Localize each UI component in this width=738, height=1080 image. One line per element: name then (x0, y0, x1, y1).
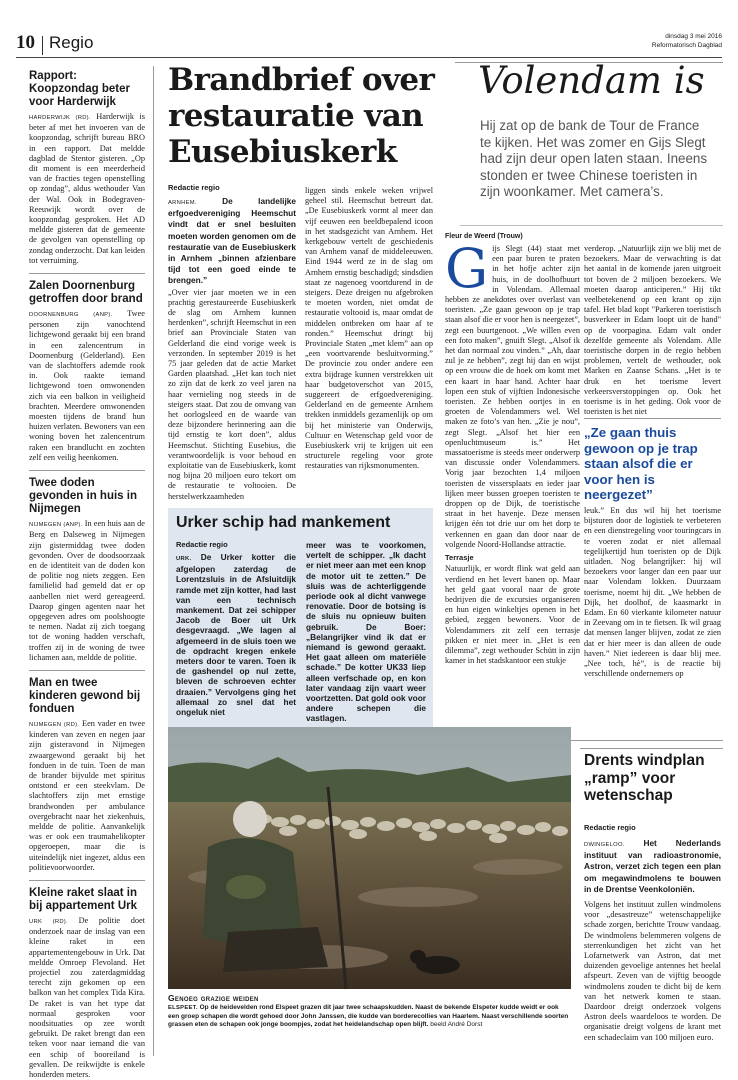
sidebar-item-title: Man en twee kinderen gewond bij fonduen (29, 676, 141, 715)
eusebius-headline: Brandbrief over restauratie van Eusebiuskerk (168, 62, 435, 170)
volendam-column-1: G ijs Slegt (44) staat met een paar buren te praten in het hofje achter zijn huis, in de doolhofbuurt in Volendam. Allemaal hebben ze anekdotes over overlast van toeristen. „Ze gaan gewoon op je trap staan alsof die er voor hen is neergezet”, zegt een buurtgenoot. „We willen even een foto maken”, gnuift Slegt. „Alsof ik het dan normaal zou vinden.” „Ah, daar zul je ze hebben”, zegt hij dan en wijst op een vrouw die de hoek om komt met een kaart in haar hand. Achter haar lopen een stuk of vijftien Indonesische toeristen. Ze hebben oortjes in en groeten de Volendammers wel. Wel maken ze foto’s van hen. „Zie je nou”, zegt Slegt. „Alsof het hier een openluchtmuseum is.” Het massatoerisme is steeds meer onderwerp van discussie onder Volendammers. Vorig jaar bezochten 1,4 miljoen toeristen de vissersplaats en ieder jaar lijken meer bussen groepen toeristen te droppen op de Dijk, de toeristische straat in het havenje. Deze mensen krijgen één tot drie uur om het dorp te verkennen en gaan dan door naar de volgende Noord-Hollandse attractie. Terrasje Natuurlijk, er wordt flink wat geld aan verdiend en het levert banen op. Maar het geld gaat vooral naar de grote bedrijven die de excursies organiseren en hun eigen winkeltjes openen in het gebied, zeggen bewoners. Voor de Volendammers zit zelf een terrasje pikken er niet meer in. „Het is een dilemma”, zegt wethouder Schütt in zijn kamer in het stadskantoor een stukje (445, 237, 581, 666)
volendam-subtitle-rule (460, 225, 723, 226)
sidebar-item-urk-raket (29, 887, 145, 1080)
sidebar-column-rule (153, 66, 154, 1056)
urker-headline: Urker schip had mankement (176, 514, 391, 531)
sidebar-divider (29, 273, 145, 274)
sidebar-item-body: NIJMEGEN (RD). Een vader en twee kinderen van zeven en negen jaar zijn gisteravond in Nijmegen zwaargewond geraakt bij het fonduen in de tuin. Toen de man de brander bijvulde met spiritus ontstond er een steekvlam. De slachtoffers zijn met ernstige brandwonden per ambulance overgebracht naar het ziekenhuis, meldde de politie. Aanvankelijk was er ook een traumahelikopter opgeroepen, maar die is uiteindelijk niet ingezet, aldus een politievoorwoorder. (29, 718, 145, 872)
sidebar-item-title: Zalen Doornenburg getroffen door brand (29, 280, 143, 306)
sidebar-divider (29, 670, 145, 671)
drents-body: DWINGELOO. Het Nederlands instituut van radioastronomie, Astron, verzet zich tegen een plan om megawindmolens te bouwen in de Drentse Veenkoloniën. Volgens het instituut zullen windmolens voor „desastreuze” wetenschappelijke schade zorgen, berichtte Trouw vandaag. De windmolens belemmeren volgens de sterrenkundigen het zicht van het Lofarnetwerk van Astron, dat met duizenden gevoelige antennes het heelal afspeurt. Zeven van de vijftig beoogde windmolens zouden te dicht bij de kern van het netwerk komen te staan. Daardoor dreigt onderzoek volgens Astron deels waardeloos te worden. De organisatie dreigt volgens de krant met een schadeclaim van 100 miljoen euro. (584, 838, 721, 1042)
sidebar-item-title: Kleine raket slaat in bij appartement Urk (29, 886, 138, 912)
sheep-photo (168, 727, 571, 989)
sidebar-item-body: NIJMEGEN (ANP). In een huis aan de Berg en Dalseweg in Nijmegen zijn gistermiddag twee doden gevonden. Over de doodsoorzaak en de identiteit van de doden kon de politie nog niets zeggen. Een familielid had gemeld dat er op aanbellen niet werd gereageerd. Daarop gingen agenten naar het opgegeven adres om poolshoogte te nemen. Nadat zij zich toegang tot de woning hadden verschaft, troffen zij in de woning de twee lichamen aan, meldde de politie. (29, 519, 145, 662)
section-name: Regio (49, 33, 94, 52)
drents-byline: Redactie regio (584, 823, 636, 832)
sidebar-item-body: HARDERWIJK (RD). Harderwijk is beter af met het invoeren van de koopzondag, schrijft bureau BRO in een rapport. Dat meldde dagblad de Stentor gisteren. „Op dit moment is een meerderheid van de fracties tegen openstelling op zondag”, aldus wethouder Van der Wal. Ook in Bodegraven-Reeuwijk wordt over de koopzondag gesproken. Het AD meldde gisteren dat de gemeente de gevolgen van openstelling op zondag onderzocht. Dat kan leiden tot verruiming. (29, 112, 146, 265)
sidebar-item-koopzondag (29, 70, 145, 266)
urker-lead: URK. De Urker kotter die afgelopen zaterdag de Lorentzsluis in de Afsluitdijk ramde met zijn kotter, had last van een technisch mankement. Dat zei schipper Jacob de Boer uit Urk desgevraagd. „We lagen al afgemeerd in de sluis toen we de opdracht kregen enkele meters door te varen. Toen ik de gashendel op nul zette, bleven de schroeven echter draaien.” Vervolgens ging het allemaal zo snel dat het ongeluk niet (176, 552, 296, 718)
sidebar-item-title: Twee doden gevonden in huis in Nijmegen (29, 477, 137, 516)
volendam-subtitle: Hij zat op de bank de Tour de France te kijken. Het was zomer en Gijs Slegt had zijn deur open laten staan. Ineens stonden er twee Chinese toeristen in zijn woonkamer. Met camera’s. (480, 118, 708, 199)
urker-box (168, 508, 433, 730)
header-rule (16, 57, 722, 58)
sidebar-divider (29, 880, 145, 881)
eusebius-byline: Redactie regio (168, 183, 220, 192)
header-divider (42, 36, 43, 55)
header-meta (652, 33, 722, 50)
eusebius-column-1: ARNHEM. De landelijke erfgoedvereniging Heemschut vindt dat er snel besluiten moeten worden genomen om de restauratie van de Eusebiuskerk in Arnhem „binnen afzienbare tijd tot een goed einde te brengen.” „Over vier jaar moeten we in een prachtig gerestaureerde Eusebiuskerk de slag om Arnhem kunnen herdenken”, schrijft Heemschut in een brief aan Provinciale Staten van Gelderland die eind vorige week is verzonden. In september 2019 is het 75 jaar geleden dat de actie Market Garden plaatshad. „Het kan toch niet zo zijn dat de kerk zo veel jaren na haar vernieling nog steeds in de steigers staat. Dat zou de omvang van het oorlogsleed en de waarde van deze bijzondere herinnering aan die tijd ernstig te kort doen”, aldus Heemschut. Stichting Eusebius, die verantwoordelijk is voor behoud en exploitatie van de Eusebiuskerk, komt nog bijna 20 miljoen euro tekort om de restauratie te voltooien. De herstelwerkzaamheden (168, 196, 296, 501)
sidebar-item-body: URK (RD). De politie doet onderzoek naar de inslag van een kleine raket in een appartementengebouw in Urk. Dat meldde Omroep Flevoland. Het projectiel zou zaterdagmiddag terecht zijn gekomen op een balkon van het complex Tida Kira. De raket is van het type dat normaal gesproken voor noodsituaties op zee wordt gebruikt. De raket brengt dan een teken voor naar iemand die van een schip of booreiland is gevallen. De reikwijdte is enkele honderden meters. (29, 915, 145, 1080)
urker-column-1: Redactie regio URK. De Urker kotter die afgelopen zaterdag de Lorentzsluis in de Afsluitdijk ramde met zijn kotter, had last van een technisch mankement. Dat zei schipper Jacob de Boer uit Urk desgevraagd. „We lagen al afgemeerd in de sluis toen we de opdracht kregen enkele meters door te varen. Toen ik de gashendel op nul zette, bleven de schroeven echter draaien.” Vervolgens ging het allemaal zo snel dat het ongeluk niet (176, 540, 296, 718)
sidebar-item-nijmegen (29, 477, 145, 663)
sidebar-divider (29, 470, 145, 471)
photo-credit: beeld André Dorst (430, 1021, 483, 1028)
header-date: dinsdag 3 mei 2016 (665, 33, 722, 40)
pullquote-rule-top (584, 418, 721, 419)
volendam-column-2b: leuk.” En dus wil hij het toerisme bijsturen door de logistiek te verbeteren en een dienstregeling voor touringcars in te voeren zodat er niet allemaal tegelijkertijd hun toeristen op de Dijk uitladen. Nog belangrijker: hij wil bezoekers voor langer dan een paar uur naar Volendam lokken. Duurzaam toerisme, noemt hij dit. „We hebben de Dijk, het doolhof, de kaasmarkt in Edam. En 60 vierkante kilometer natuur in Zeevang om in te fietsen. Ik wil graag dat mensen langer blijven, zodat ze zien dat er hier meer is dan alleen de oude haven.” Niet iedereen is daar blij mee. „Nee toch, hè”, is de reactie bij verschillende ondernemers op (584, 506, 721, 679)
volendam-headline: Volendam is (478, 59, 705, 102)
page-number: 10 (16, 32, 35, 53)
urker-column-2: meer was te voorkomen, vertelt de schipper. „Ik dacht er niet meer aan met een knop de motor uit te zetten.” De sluis was de achterliggende periode ook al dicht vanwege renovatie. Door de botsing is de sluis nu opnieuw buiten gebruik. De Boer: „Belangrijker vind ik dat er niemand is gewond geraakt. Het gaat alleen om materiële schade.” De kotter UK33 liep alleen verfschade op, en kon later vandaag zijn vaart weer voortzetten. Dat gold ook voor andere schepen die vastlagen. (306, 540, 426, 724)
photo-caption: ELSPEET. Op de heidevelden rond Elspeet grazen dit jaar twee schaapskudden. Naast de bekende Elspeter kudde weidt er ook een groep schapen die wordt gehoed door John Janssen, die kudde van borderecollies van Haarlem. Naast verschillende soorten grassen eten de schapen ook jonge boompjes, zodat het heidelandschap open blijft. beeld André Dorst (168, 1004, 569, 1028)
volendam-pullquote: „Ze gaan thuis gewoon op je trap staan alsof die er voor hen is neergezet” (584, 425, 698, 502)
heath-sheep-illustration (168, 727, 571, 989)
eusebius-column-2: liggen sinds enkele weken vrijwel geheel stil. Heemschut betreurt dat. „De Eusebiuskerk vormt al meer dan vijf eeuwen een beeldbepalend icoon in het stadsgezicht van Arnhem. Het kerkgebouw vertelt de geschiedenis van Arnhem vanaf de middeleeuwen. Eind 1944 werd ze in de slag om Arnhem ernstig beschadigd; sindsdien staat ze nagenoeg voortdurend in de steigers. Deze dreigen nu afgebroken te moeten worden, niet omdat de restauratie voltooid is, maar omdat de middelen ontbreken om haar af te ronden.” Heemschut dringt bij Provinciale Staten „met klem” aan op „een voortvarende besluitvorming.” De provincie zou onder andere een extra bijdrage kunnen verstrekken uit haar budgetoverschot van 2015, suggereert de erfgoedvereniging. Gelderland en de gemeente Arnhem trekken inmiddels gezamenlijk op om bij het ministerie van Onderwijs, Cultuur en Wetenschap geld voor de Eusebiuskerk vrij te krijgen uit een structurele regeling voor grote restauraties van rijksmonumenten. (305, 186, 433, 471)
volendam-dropcap: G (445, 237, 489, 300)
volendam-byline: Fleur de Weerd (Trouw) (445, 233, 523, 240)
volendam-column-2a: verderop. „Natuurlijk zijn we blij met de bezoekers. Maar de verwachting is dat het aantal in de komende jaren uitgroeit tot boven de 2 miljoen bezoekers. We moeten daarop anticiperen.” Hij tikt veelbetekenend op een krant op zijn tafel. Het blad kopt "Parkeren toeristisch busverkeer in Edam loopt uit de hand" op de voorpagina. Edam valt onder dezelfde gemeente als Volendam. Alle toeristische dorpen in de regio hebben problemen, vertelt de wethouder, ook Marken en Zaanse Schans. „Het is te druk en het toerisme levert verkeersverstoppingen op. Ook het toerisme is in het geding. Ook voor de toeristen is het niet (584, 244, 721, 417)
sidebar-item-title: Rapport: Koopzondag beter voor Harderwijk (29, 70, 130, 108)
sidebar-item-body: DOORNENBURG (ANP). Twee personen zijn vanochtend lichtgewond geraakt bij een brand in een zalencentrum in Doornenburg (Gelderland). Een van de slachtoffers ademde rook in. Ook raakte iemand lichtgewond toen omwonenden zich via een balkon in veiligheid brachten. Meerdere omwonenden moesten tijdens de brand hun huizen verlaten. Bewoners van een woning boven het zalencentrum raken een brandlucht en zochten zelf een veilig heenkomen. (29, 309, 145, 462)
photo-caption-title: Genoeg grazige weiden (168, 993, 259, 1003)
header-newspaper: Reformatorisch Dagblad (651, 41, 722, 49)
news-sidebar (29, 70, 146, 1080)
drents-rule (580, 748, 723, 749)
sidebar-item-fonduen (29, 677, 145, 873)
volendam-subhead: Terrasje (445, 553, 474, 563)
drents-headline: Drents windplan „ramp” voor wetenschap (584, 752, 705, 804)
sidebar-item-doornenburg (29, 280, 145, 463)
